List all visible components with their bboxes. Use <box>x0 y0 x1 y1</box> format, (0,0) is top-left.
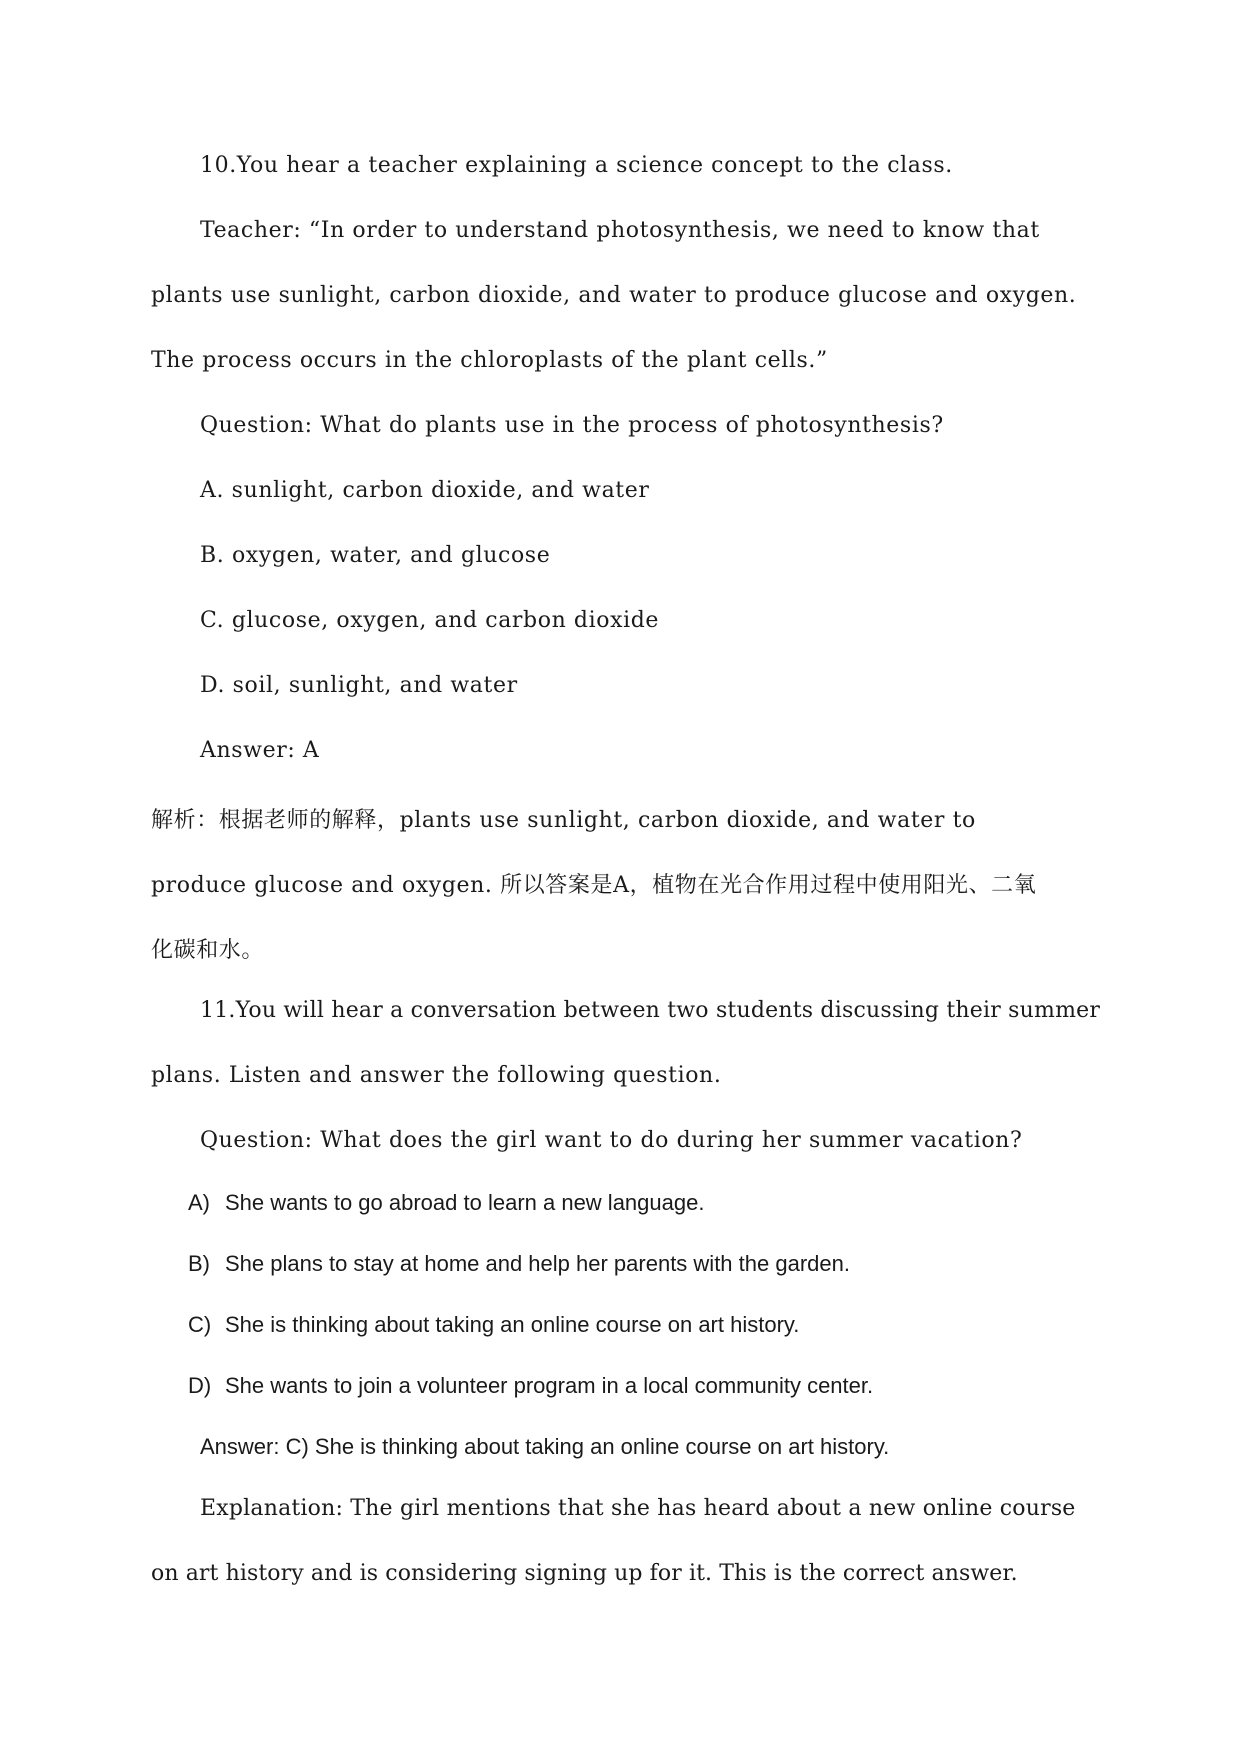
q11-intro-line-1: 11.You will hear a conversation between two students discussing their summer <box>200 998 1101 1023</box>
option-letter: A) <box>188 1190 210 1215</box>
option-letter: B) <box>188 1251 210 1276</box>
q10-teacher-line-3: The process occurs in the chloroplasts of the plant cells.” <box>151 348 828 373</box>
option-letter: C) <box>188 1312 212 1337</box>
option-text: She is thinking about taking an online course on art history. <box>225 1312 800 1337</box>
q11-answer: Answer: C) She is thinking about taking an online course on art history. <box>200 1434 890 1459</box>
q10-analysis-line-3: 化碳和水。 <box>151 938 265 963</box>
q10-teacher-line-1: Teacher: “In order to understand photosynthesis, we need to know that <box>200 218 1040 243</box>
q10-option-d: D. soil, sunlight, and water <box>200 673 518 698</box>
q10-analysis-line-2: produce glucose and oxygen. 所以答案是A，植物在光合作用过程中使用阳光、二氧 <box>151 873 1037 898</box>
option-text: She wants to join a volunteer program in a local community center. <box>225 1373 874 1398</box>
q10-option-a: A. sunlight, carbon dioxide, and water <box>200 478 650 503</box>
q11-intro-line-2: plans. Listen and answer the following question. <box>151 1063 722 1088</box>
q10-intro: 10.You hear a teacher explaining a science concept to the class. <box>200 153 953 178</box>
option-text: She wants to go abroad to learn a new language. <box>225 1190 705 1215</box>
q11-explanation-line-2: on art history and is considering signing up for it. This is the correct answer. <box>151 1561 1018 1586</box>
option-text: She plans to stay at home and help her parents with the garden. <box>225 1251 850 1276</box>
q10-answer: Answer: A <box>200 738 320 763</box>
q10-option-c: C. glucose, oxygen, and carbon dioxide <box>200 608 660 633</box>
q10-question: Question: What do plants use in the process of photosynthesis? <box>200 413 944 438</box>
q10-analysis-line-1: 解析：根据老师的解释，plants use sunlight, carbon dioxide, and water to <box>151 808 976 833</box>
q11-question: Question: What does the girl want to do during her summer vacation? <box>200 1128 1023 1153</box>
q10-teacher-line-2: plants use sunlight, carbon dioxide, and water to produce glucose and oxygen. <box>151 283 1077 308</box>
option-letter: D) <box>188 1373 212 1398</box>
q11-explanation-line-1: Explanation: The girl mentions that she has heard about a new online course <box>200 1496 1076 1521</box>
q10-option-b: B. oxygen, water, and glucose <box>200 543 551 568</box>
